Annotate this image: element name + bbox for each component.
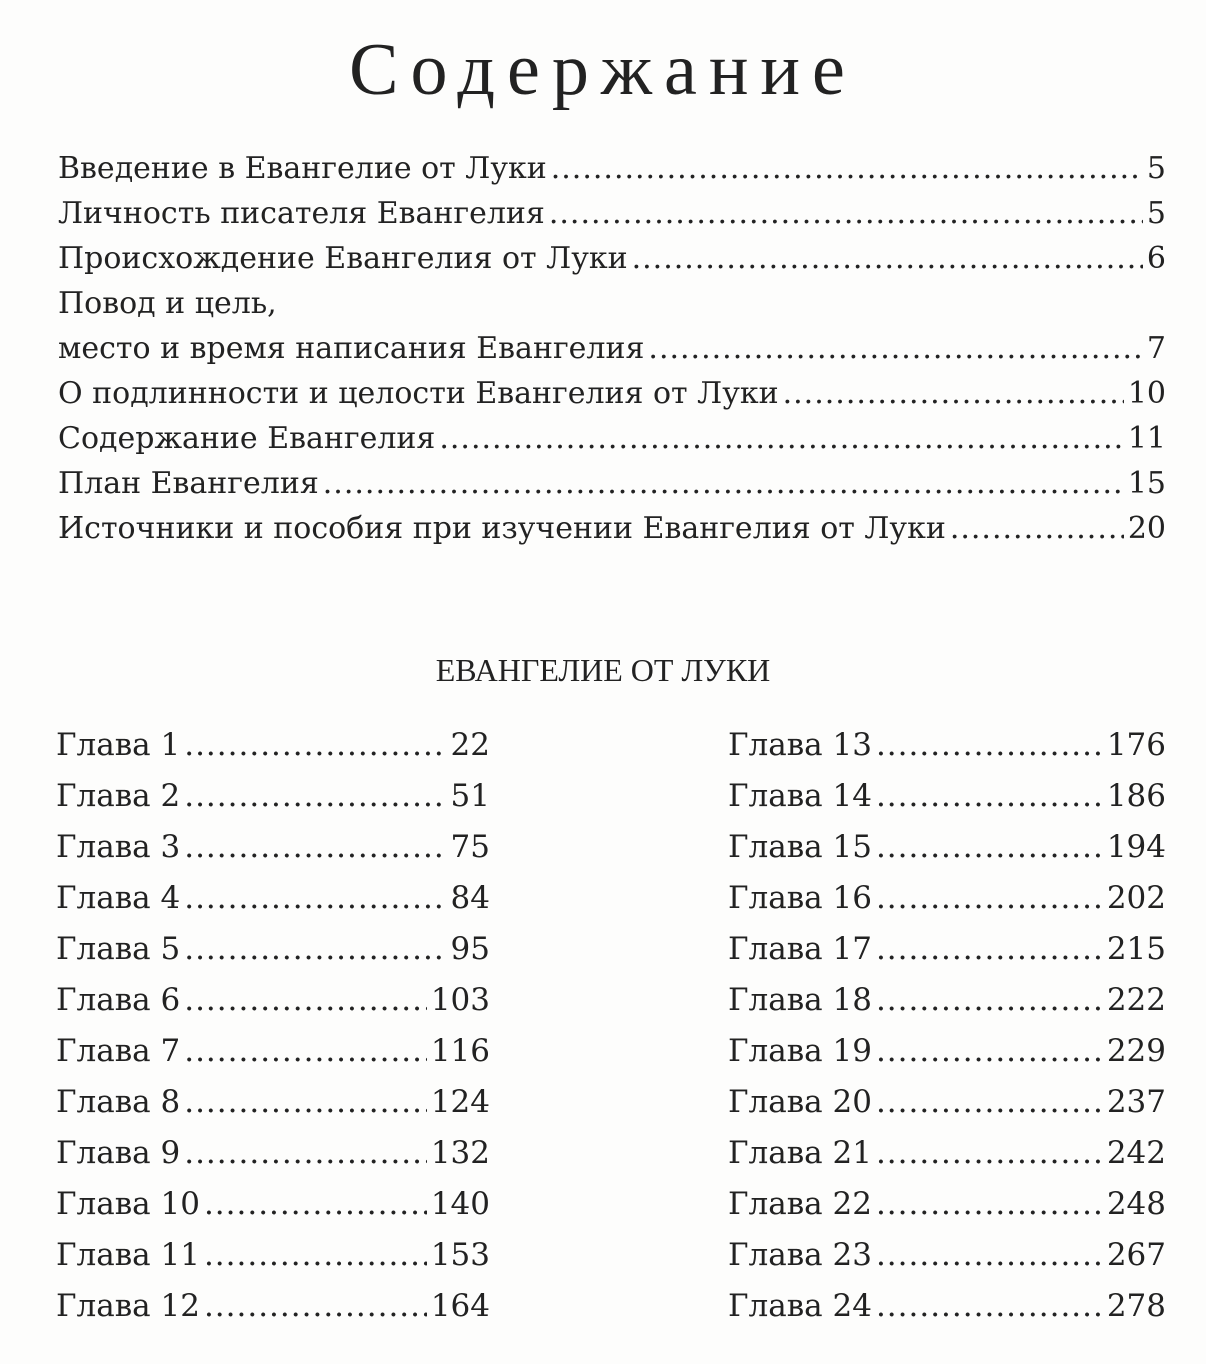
chapter-page: 202 [1106, 880, 1166, 916]
chapter-entry[interactable] [56, 1077, 490, 1128]
dot-leader [551, 146, 1143, 191]
chapter-entry[interactable] [728, 924, 1166, 975]
section-heading: ЕВАНГЕЛИЕ ОТ ЛУКИ [435, 652, 771, 688]
dot-leader [876, 1077, 1103, 1128]
toc-entry[interactable] [58, 416, 1166, 461]
chapter-entry[interactable] [728, 1179, 1166, 1230]
chapter-entry[interactable] [56, 1128, 490, 1179]
chapter-label: Глава 11 [56, 1237, 200, 1273]
chapter-page: 267 [1106, 1237, 1166, 1273]
toc-entry[interactable] [58, 371, 1166, 416]
toc-entry[interactable] [58, 236, 1166, 281]
toc-page: 5 [1146, 151, 1166, 186]
chapter-page: 103 [430, 982, 490, 1018]
chapter-label: Глава 17 [728, 931, 872, 967]
toc-label: место и время написания Евангелия [58, 331, 645, 366]
dot-leader [184, 822, 446, 873]
dot-leader [184, 975, 427, 1026]
toc-label: Происхождение Евангелия от Луки [58, 241, 628, 276]
chapter-page: 75 [450, 829, 490, 865]
chapter-entry[interactable] [728, 771, 1166, 822]
toc-page: 6 [1146, 241, 1166, 276]
chapter-page: 242 [1106, 1135, 1166, 1171]
chapter-entry[interactable] [56, 720, 490, 771]
dot-leader [876, 975, 1103, 1026]
chapter-label: Глава 21 [728, 1135, 872, 1171]
chapter-page: 278 [1106, 1288, 1166, 1324]
chapter-page: 153 [430, 1237, 490, 1273]
toc-label: Источники и пособия при изучении Евангелия от Луки [58, 511, 946, 546]
dot-leader [876, 720, 1103, 771]
chapter-page: 51 [450, 778, 490, 814]
chapter-label: Глава 3 [56, 829, 181, 865]
chapter-entry[interactable] [728, 1077, 1166, 1128]
dot-leader [204, 1281, 427, 1332]
chapter-entry[interactable] [728, 1128, 1166, 1179]
chapter-label: Глава 22 [728, 1186, 872, 1222]
toc-entry[interactable] [58, 191, 1166, 236]
dot-leader [204, 1230, 427, 1281]
page-title: Содержание [349, 29, 857, 111]
dot-leader [184, 1026, 427, 1077]
chapters-left-column [56, 720, 490, 1332]
chapter-entry[interactable] [728, 873, 1166, 924]
toc-entry[interactable] [58, 146, 1166, 191]
chapter-entry[interactable] [728, 1230, 1166, 1281]
toc-entry[interactable] [58, 506, 1166, 551]
dot-leader [876, 771, 1103, 822]
dot-leader [184, 1128, 427, 1179]
chapter-page: 194 [1106, 829, 1166, 865]
chapter-entry[interactable] [56, 924, 490, 975]
chapter-entry[interactable] [56, 822, 490, 873]
chapter-label: Глава 2 [56, 778, 181, 814]
chapters-right-column [728, 720, 1166, 1332]
chapter-label: Глава 16 [728, 880, 872, 916]
chapter-label: Глава 20 [728, 1084, 872, 1120]
dot-leader [184, 771, 446, 822]
toc-page: 20 [1127, 511, 1166, 546]
chapter-page: 95 [450, 931, 490, 967]
chapter-label: Глава 5 [56, 931, 181, 967]
dot-leader [876, 1026, 1103, 1077]
toc-entry[interactable] [58, 461, 1166, 506]
chapter-label: Глава 24 [728, 1288, 872, 1324]
chapter-page: 237 [1106, 1084, 1166, 1120]
chapter-label: Глава 9 [56, 1135, 181, 1171]
chapter-page: 84 [450, 880, 490, 916]
chapter-entry[interactable] [56, 1179, 490, 1230]
dot-leader [184, 720, 446, 771]
chapter-entry[interactable] [56, 1026, 490, 1077]
chapter-label: Глава 13 [728, 727, 872, 763]
dot-leader [184, 1077, 427, 1128]
chapter-entry[interactable] [728, 975, 1166, 1026]
dot-leader [876, 924, 1103, 975]
dot-leader [439, 416, 1123, 461]
toc-page: 7 [1146, 331, 1166, 366]
chapter-label: Глава 1 [56, 727, 181, 763]
chapter-label: Глава 14 [728, 778, 872, 814]
toc-label: План Евангелия [58, 466, 319, 501]
dot-leader [184, 924, 446, 975]
dot-leader [323, 461, 1124, 506]
chapter-label: Глава 12 [56, 1288, 200, 1324]
chapter-page: 186 [1106, 778, 1166, 814]
chapter-entry[interactable] [56, 873, 490, 924]
toc-entry[interactable] [58, 326, 1166, 371]
toc-page: 15 [1127, 466, 1166, 501]
dot-leader [184, 873, 446, 924]
chapter-entry[interactable] [728, 1281, 1166, 1332]
dot-leader [549, 191, 1143, 236]
chapter-entry[interactable] [728, 1026, 1166, 1077]
chapter-page: 140 [430, 1186, 490, 1222]
chapter-entry[interactable] [56, 1281, 490, 1332]
chapter-page: 116 [430, 1033, 490, 1069]
chapter-label: Глава 15 [728, 829, 872, 865]
chapter-page: 222 [1106, 982, 1166, 1018]
dot-leader [876, 822, 1103, 873]
dot-leader [876, 1281, 1103, 1332]
dot-leader [783, 371, 1124, 416]
chapter-label: Глава 7 [56, 1033, 181, 1069]
chapter-label: Глава 4 [56, 880, 181, 916]
chapter-entry[interactable] [56, 1230, 490, 1281]
toc-label: Личность писателя Евангелия [58, 196, 545, 231]
toc-label: Содержание Евангелия [58, 421, 436, 456]
dot-leader [204, 1179, 427, 1230]
chapter-page: 176 [1106, 727, 1166, 763]
dot-leader [648, 326, 1143, 371]
chapter-page: 22 [450, 727, 490, 763]
chapter-label: Глава 19 [728, 1033, 872, 1069]
dot-leader [632, 236, 1143, 281]
chapter-label: Глава 10 [56, 1186, 200, 1222]
chapter-label: Глава 6 [56, 982, 181, 1018]
toc-page: 10 [1127, 376, 1166, 411]
chapter-entry[interactable] [56, 771, 490, 822]
chapter-page: 164 [430, 1288, 490, 1324]
table-of-contents [58, 146, 1166, 551]
toc-label: Введение в Евангелие от Луки [58, 151, 547, 186]
dot-leader [876, 873, 1103, 924]
chapter-page: 229 [1106, 1033, 1166, 1069]
chapter-page: 248 [1106, 1186, 1166, 1222]
chapter-page: 132 [430, 1135, 490, 1171]
chapter-page: 124 [430, 1084, 490, 1120]
toc-label: О подлинности и целости Евангелия от Луки [58, 376, 779, 411]
chapter-entry[interactable] [728, 822, 1166, 873]
toc-entry-line1[interactable]: Повод и цель, [58, 286, 277, 321]
dot-leader [950, 506, 1124, 551]
toc-page: 5 [1146, 196, 1166, 231]
toc-page: 11 [1127, 421, 1166, 456]
chapter-label: Глава 18 [728, 982, 872, 1018]
dot-leader [876, 1179, 1103, 1230]
dot-leader [876, 1128, 1103, 1179]
dot-leader [876, 1230, 1103, 1281]
chapter-page: 215 [1106, 931, 1166, 967]
chapter-entry[interactable] [56, 975, 490, 1026]
chapter-entry[interactable] [728, 720, 1166, 771]
chapter-label: Глава 23 [728, 1237, 872, 1273]
chapter-label: Глава 8 [56, 1084, 181, 1120]
